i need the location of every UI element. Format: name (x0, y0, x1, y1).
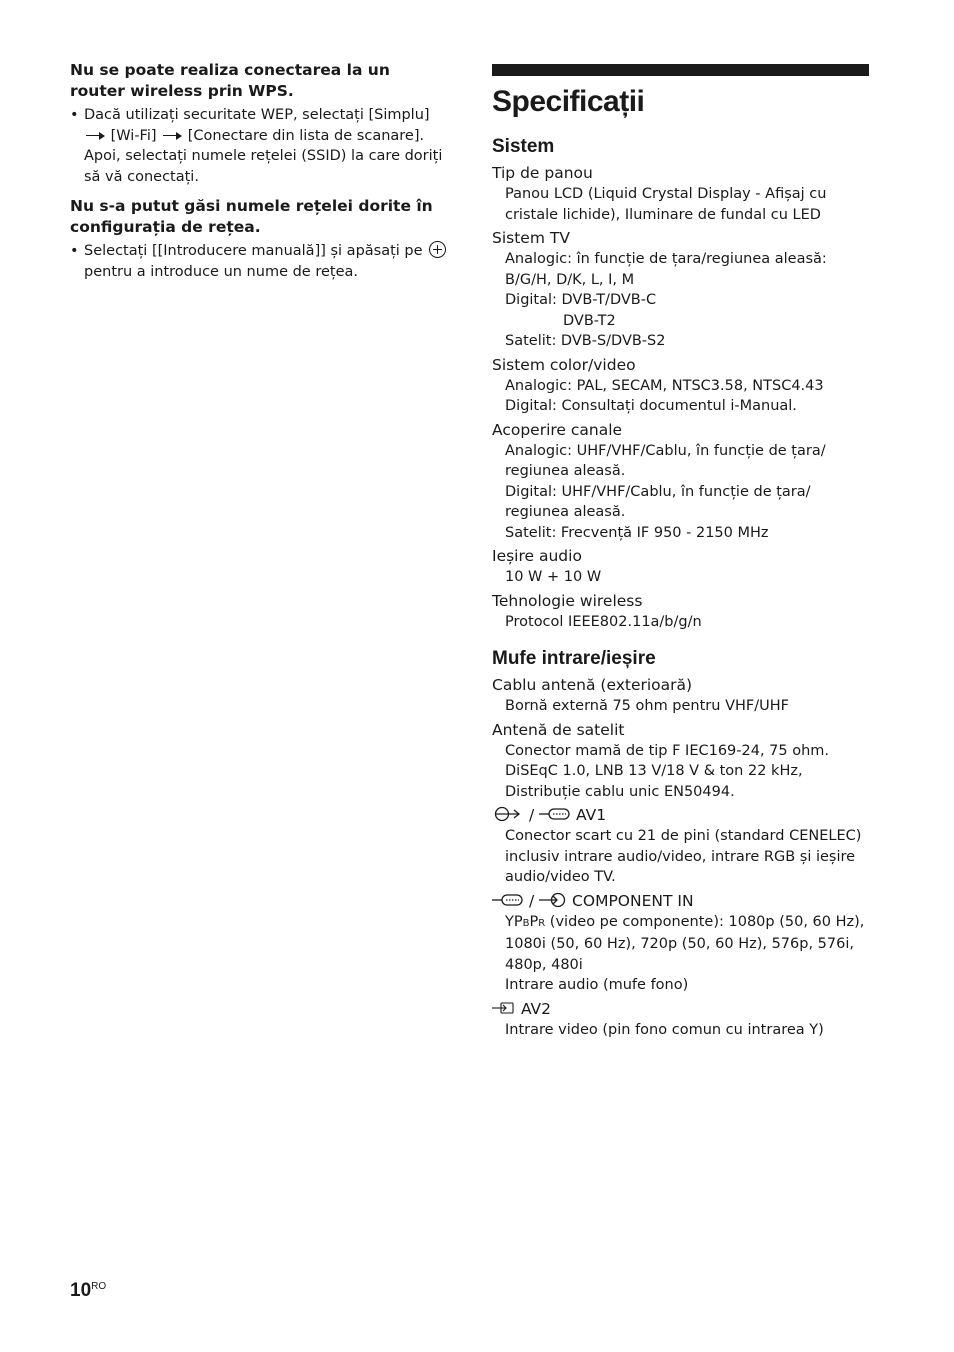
enter-button-icon (429, 241, 446, 258)
spec-label: Ieșire audio (492, 547, 582, 565)
spec-tip-panou (492, 163, 872, 225)
video-input-icon (539, 806, 571, 822)
input-output-icon (492, 806, 524, 822)
network-text-2: pentru a introduce un nume de rețea. (84, 263, 358, 280)
spec-value: 10 W + 10 W (505, 569, 602, 585)
input-icon (539, 892, 567, 908)
spec-acoperire (492, 420, 872, 544)
spec-satelit: Satelit: DVB-S/DVB-S2 (505, 333, 666, 349)
spec-label: Cablu antenă (exterioară) (492, 676, 693, 694)
network-heading: Nu s-a putut găsi numele rețelei dorite în configurația de rețea. (70, 197, 433, 236)
bullet-dot: • (70, 243, 79, 259)
spec-value (492, 376, 872, 417)
ypbpr-y: YP (505, 913, 523, 930)
wps-text-3: [Conectare din lista de scanare]. Apoi, selectați numele rețelei (SSID) la care doriți să vă conectați. (84, 127, 443, 185)
spec-av1 (492, 805, 872, 888)
network-bullet (70, 241, 450, 282)
page-title: Specificații (492, 85, 645, 118)
spec-digital: Digital: DVB-T/DVB-C (505, 292, 657, 308)
wps-bullet (70, 105, 450, 187)
spec-satelit: Satelit: Frecvență IF 950 - 2150 MHz (505, 524, 769, 541)
spec-analog: Analogic: în funcție de țara/regiunea aleasă: B/G/H, D/K, L, I, M (505, 251, 827, 288)
spec-iesire-audio (492, 546, 872, 588)
spec-label: Antenă de satelit (492, 720, 625, 739)
video-input-icon (492, 892, 524, 908)
ypbpr-r: R (538, 917, 546, 929)
spec-value: Intrare video (pin fono comun cu intrarea Y) (505, 1021, 824, 1038)
spec-component-in (492, 891, 872, 996)
av1-label: AV1 (576, 806, 607, 824)
wps-heading: Nu se poate realiza conectarea la un router wireless prin WPS. (70, 61, 390, 100)
arrow-right-icon (84, 131, 106, 141)
wps-text-2: [Wi-Fi] (110, 127, 157, 144)
right-column (492, 64, 872, 1040)
spec-value: Protocol IEEE802.11a/b/g/n (505, 613, 702, 630)
slash-separator: / (528, 891, 535, 910)
spec-label (492, 999, 872, 1020)
spec-value: Bornă externă 75 ohm pentru VHF/UHF (505, 698, 789, 714)
network-text-1: Selectați [[Introducere manuală]] și apăsați pe (84, 243, 423, 259)
spec-value (492, 249, 872, 352)
ypbpr-b: B (522, 917, 530, 929)
component-value (505, 912, 872, 976)
spec-value: Panou LCD (Liquid Crystal Display - Afișaj cu cristale lichide), Iluminare de fundal cu LED (505, 186, 827, 223)
spec-wireless (492, 591, 872, 633)
slash-separator: / (528, 806, 535, 824)
spec-label: Tip de panou (492, 164, 593, 182)
spec-label: Tehnologie wireless (492, 591, 643, 610)
component-text: (video pe componente): 1080p (50, 60 Hz), 1080i (50, 60 Hz), 720p (50, 60 Hz), 576p, 576i, 480p, 480i (505, 913, 865, 973)
spec-label (492, 805, 872, 826)
ypbpr-p: P (529, 913, 539, 930)
spec-label (492, 891, 872, 912)
av2-label: AV2 (520, 999, 552, 1018)
bullet-dot: • (70, 107, 79, 123)
spec-av2 (492, 999, 872, 1041)
language-code: RO (91, 1281, 107, 1292)
spec-label: Sistem TV (492, 229, 570, 247)
input-icon (492, 1000, 516, 1016)
page-number (70, 1280, 106, 1302)
spec-antena-satelit (492, 720, 872, 803)
spec-digital: Digital: UHF/VHF/Cablu, în funcție de țara/ regiunea aleasă. (505, 483, 811, 520)
wps-text-1: Dacă utilizați securitate WEP, selectați [Simplu] (84, 107, 430, 123)
component-audio: Intrare audio (mufe fono) (505, 977, 689, 993)
section-mufe: Mufe intrare/ieșire (492, 648, 656, 669)
spec-cablu-antena (492, 675, 872, 717)
component-label: COMPONENT IN (572, 891, 694, 910)
spec-value (492, 912, 872, 996)
arrow-right-icon (161, 131, 183, 141)
left-column (70, 60, 450, 282)
spec-sistem-tv (492, 228, 872, 352)
spec-value: Conector mamă de tip F IEC169-24, 75 ohm. DiSEqC 1.0, LNB 13 V/18 V & ton 22 kHz, Distribuție cablu unic EN50494. (505, 742, 830, 800)
section-sistem: Sistem (492, 136, 555, 157)
page-number-value: 10 (70, 1280, 92, 1301)
spec-value: Conector scart cu 21 de pini (standard CENELEC) inclusiv intrare audio/video, intrare RGB și ieșire audio/video TV. (505, 828, 862, 885)
title-bar (492, 64, 869, 76)
spec-digital-2: DVB-T2 (563, 312, 616, 329)
spec-label: Acoperire canale (492, 420, 623, 439)
spec-analog: Analogic: UHF/VHF/Cablu, în funcție de țara/ regiunea aleasă. (505, 442, 826, 479)
spec-value (492, 441, 872, 544)
spec-label: Sistem color/video (492, 355, 636, 374)
spec-analog: Analogic: PAL, SECAM, NTSC3.58, NTSC4.43 (505, 377, 824, 394)
spec-digital: Digital: Consultați documentul i-Manual. (505, 398, 797, 414)
spec-color-video (492, 355, 872, 417)
